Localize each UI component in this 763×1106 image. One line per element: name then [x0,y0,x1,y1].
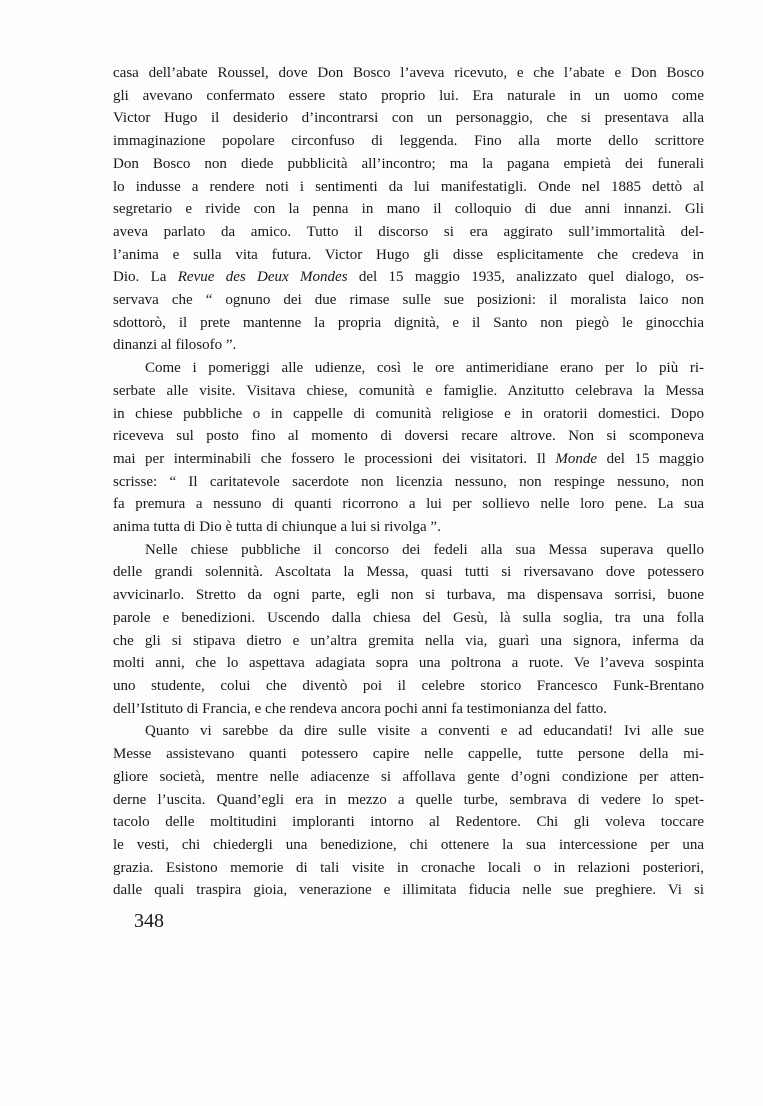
text-line [113,266,704,289]
text-line [113,176,704,199]
text-run: Don Bosco non diede pubblicità all’incontro; ma la pagana empietà dei funerali [113,155,704,172]
text-line [113,879,704,902]
text-line [113,698,704,721]
text-line [113,312,704,335]
text-run: casa dell’abate Roussel, dove Don Bosco l’aveva ricevuto, e che l’abate e Don Bosco [113,65,704,81]
text-run: del 15 maggio 1935, analizzato quel dialogo, os- [347,269,704,286]
text-run: grazia. Esistono memorie di tali visite in cronache locali o in relazioni posteriori, [113,859,704,876]
text-line [113,607,704,630]
text-line [113,720,704,743]
text-line [113,85,704,108]
text-line [113,743,704,766]
text-run: delle grandi solennità. Ascoltata la Messa, quasi tutti si riversavano dove potessero [113,564,704,581]
text-run: serbate alle visite. Visitava chiese, comunità e famiglie. Anzitutto celebrava la Messa [113,382,704,399]
text-line [113,811,704,834]
text-line [113,766,704,789]
text-line [113,471,704,494]
text-line [113,289,704,312]
text-run: derne l’uscita. Quand’egli era in mezzo a quelle turbe, sembrava di vedere lo spet- [113,791,704,808]
text-line [113,334,704,357]
text-run: dalle quali traspira gioia, venerazione e illimitata fiducia nelle sue preghiere. Vi si [113,882,704,899]
text-run: tacolo delle moltitudini imploranti intorno al Redentore. Chi gli voleva toccare [113,814,704,831]
text-run: che gli si stipava dietro e un’altra gremita nella via, guarì una signora, inferma da [113,632,704,649]
text-run: dell’Istituto di Francia, e che rendeva ancora pochi anni fa testimonianza del fatto. [113,700,607,717]
paragraph [113,357,704,539]
text-run: l’anima e sulla vita futura. Victor Hugo gli disse esplicitamente che credeva in [113,246,704,263]
text-run: riceveva sul posto fino al momento di doversi recare altrove. Non si scomponeva [113,428,704,445]
text-run: servava che “ ognuno dei due rimase sulle sue posizioni: il moralista laico non [113,292,704,309]
text-run: Quanto vi sarebbe da dire sulle visite a conventi e ad educandati! Ivi alle sue [145,723,704,740]
text-run: aveva parlato da amico. Tutto il discorso si era aggirato sull’immortalità del- [113,223,704,240]
text-line [113,789,704,812]
text-run: parole e benedizioni. Uscendo dalla chiesa del Gesù, là sulla soglia, tra una folla [113,609,704,626]
text-line [113,516,704,539]
text-run: del 15 maggio [597,450,704,467]
body-text [113,62,704,902]
text-line [113,857,704,880]
text-line [113,539,704,562]
text-line [113,652,704,675]
italic-text-run: Revue des Deux Mondes [177,269,348,286]
text-line [113,107,704,130]
paragraph [113,62,704,357]
text-run: Dio. La [113,269,178,286]
text-run: dinanzi al filosofo ”. [113,337,237,354]
text-run: uno studente, colui che diventò poi il celebre storico Francesco Funk-Brentano [113,677,704,694]
text-run: immaginazione popolare circonfuso di leggenda. Fino alla morte dello scrittore [113,133,704,150]
text-line [113,62,704,85]
text-line [113,425,704,448]
text-run: gliore società, mentre nelle adiacenze si affollava gente d’ogni condizione per atten- [113,768,704,785]
text-line [113,403,704,426]
text-line [113,130,704,153]
text-run: avvicinarlo. Stretto da ogni parte, egli non si turbava, ma dispensava sorrisi, buone [113,587,704,604]
text-line [113,448,704,471]
text-run: gli avevano confermato essere stato proprio lui. Era naturale in un uomo come [113,87,704,104]
text-line [113,357,704,380]
paragraph [113,720,704,902]
text-run: Come i pomeriggi alle udienze, così le ore antimeridiane erano per lo più ri- [145,360,704,377]
text-run: anima tutta di Dio è tutta di chiunque a lui si rivolga ”. [113,519,441,536]
text-line [113,380,704,403]
text-run: Nelle chiese pubbliche il concorso dei fedeli alla sua Messa superava quello [145,541,704,558]
text-line [113,153,704,176]
text-line [113,244,704,267]
text-run: sdottorò, il prete mantenne la propria dignità, e il Santo non piegò le ginocchia [113,314,704,331]
text-run: segretario e rivide con la penna in mano il colloquio di due anni innanzi. Gli [113,201,704,218]
text-line [113,630,704,653]
text-line [113,221,704,244]
text-run: fa premura a nessuno di quanti ricorrono a lui per sollievo nelle loro pene. La sua [113,496,704,513]
text-run: lo indusse a rendere noti i sentimenti da lui manifestatigli. Onde nel 1885 dettò al [113,178,704,195]
text-line [113,834,704,857]
paragraph [113,539,704,721]
text-line [113,584,704,607]
italic-text-run: Monde [555,450,598,467]
text-run: mai per interminabili che fossero le processioni dei visitatori. Il [113,450,556,467]
text-line [113,493,704,516]
text-run: le vesti, chi chiedergli una benedizione, chi ottenere la sua intercessione per una [113,836,704,853]
text-run: Messe assistevano quanti potessero capire nelle cappelle, tutte persone della mi- [113,746,704,763]
text-line [113,198,704,221]
text-run: in chiese pubbliche o in cappelle di comunità religiose e in oratorii domestici. Dopo [113,405,704,422]
page-number: 348 [134,910,164,932]
text-run: molti anni, che lo aspettava adagiata sopra una poltrona a ruote. Ve l’aveva sospinta [113,655,704,672]
text-line [113,675,704,698]
text-run: scrisse: “ Il caritatevole sacerdote non licenzia nessuno, non respinge nessuno, non [113,473,704,490]
text-run: Victor Hugo il desiderio d’incontrarsi con un personaggio, che si presentava alla [113,110,704,127]
text-line [113,561,704,584]
